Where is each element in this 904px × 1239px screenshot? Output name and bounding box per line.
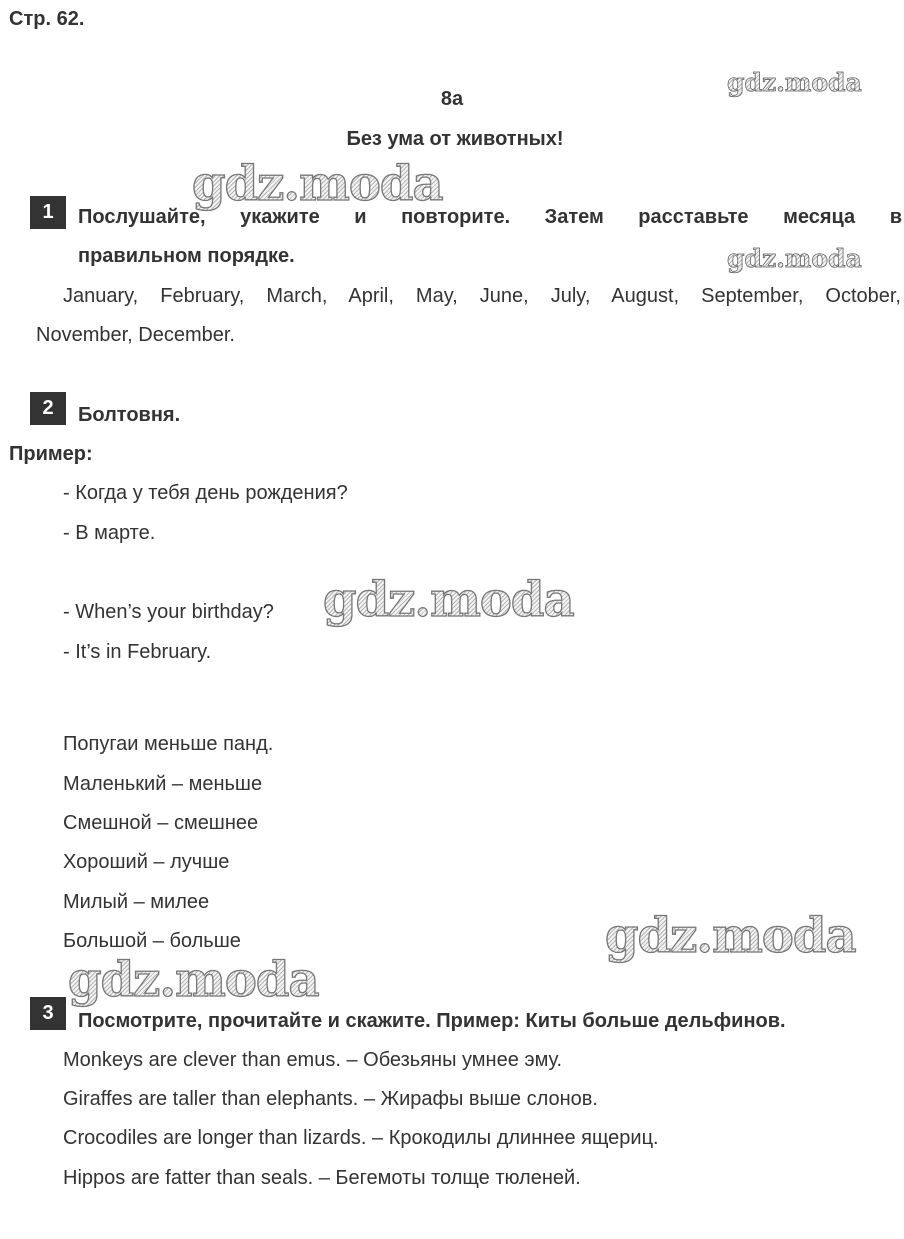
watermark: gdz.moda <box>727 244 862 273</box>
exercise-instruction: Послушайте, укажите и повторите. Затем расставьте месяца в <box>78 206 902 228</box>
exercise-instruction: правильном порядке. <box>78 245 295 267</box>
sentence-line: Giraffes are taller than elephants. – Жирафы выше слонов. <box>63 1088 598 1110</box>
watermark: gdz.moda <box>727 68 862 97</box>
comparison-line: Смешной – смешнее <box>63 812 259 834</box>
example-label: Пример: <box>9 443 93 465</box>
dialog-line: - Когда у тебя день рождения? <box>63 482 348 504</box>
comparison-line: Большой – больше <box>63 930 241 952</box>
exercise-number-badge: 1 <box>30 196 66 229</box>
exercise-number-badge: 3 <box>30 997 66 1030</box>
watermark: gdz.moda <box>192 156 443 212</box>
sentence-line: Hippos are fatter than seals. – Бегемоты толще тюленей. <box>63 1167 581 1189</box>
comparison-line: Хороший – лучше <box>63 851 230 873</box>
watermark: gdz.moda <box>323 572 574 628</box>
watermark: gdz.moda <box>68 952 319 1008</box>
exercise-title: Болтовня. <box>78 404 181 426</box>
months-list: November, December. <box>36 324 235 346</box>
dialog-line: - When’s your birthday? <box>63 601 274 623</box>
dialog-line: - В марте. <box>63 522 156 544</box>
months-list: January, February, March, April, May, June, July, August, September, October, <box>63 285 901 307</box>
exercise-number-badge: 2 <box>30 392 66 425</box>
page-label: Стр. 62. <box>9 8 85 30</box>
comparison-line: Попугаи меньше панд. <box>63 733 274 755</box>
comparison-line: Милый – милее <box>63 891 210 913</box>
sentence-line: Monkeys are clever than emus. – Обезьяны умнее эму. <box>63 1049 563 1071</box>
dialog-line: - It’s in February. <box>63 641 212 663</box>
sentence-line: Crocodiles are longer than lizards. – Крокодилы длиннее ящериц. <box>63 1127 659 1149</box>
unit-number: 8a <box>440 88 464 110</box>
page-title: Без ума от животных! <box>346 128 564 150</box>
comparison-line: Маленький – меньше <box>63 773 263 795</box>
exercise-instruction: Посмотрите, прочитайте и скажите. Пример: Киты больше дельфинов. <box>78 1010 786 1032</box>
watermark: gdz.moda <box>605 908 856 964</box>
